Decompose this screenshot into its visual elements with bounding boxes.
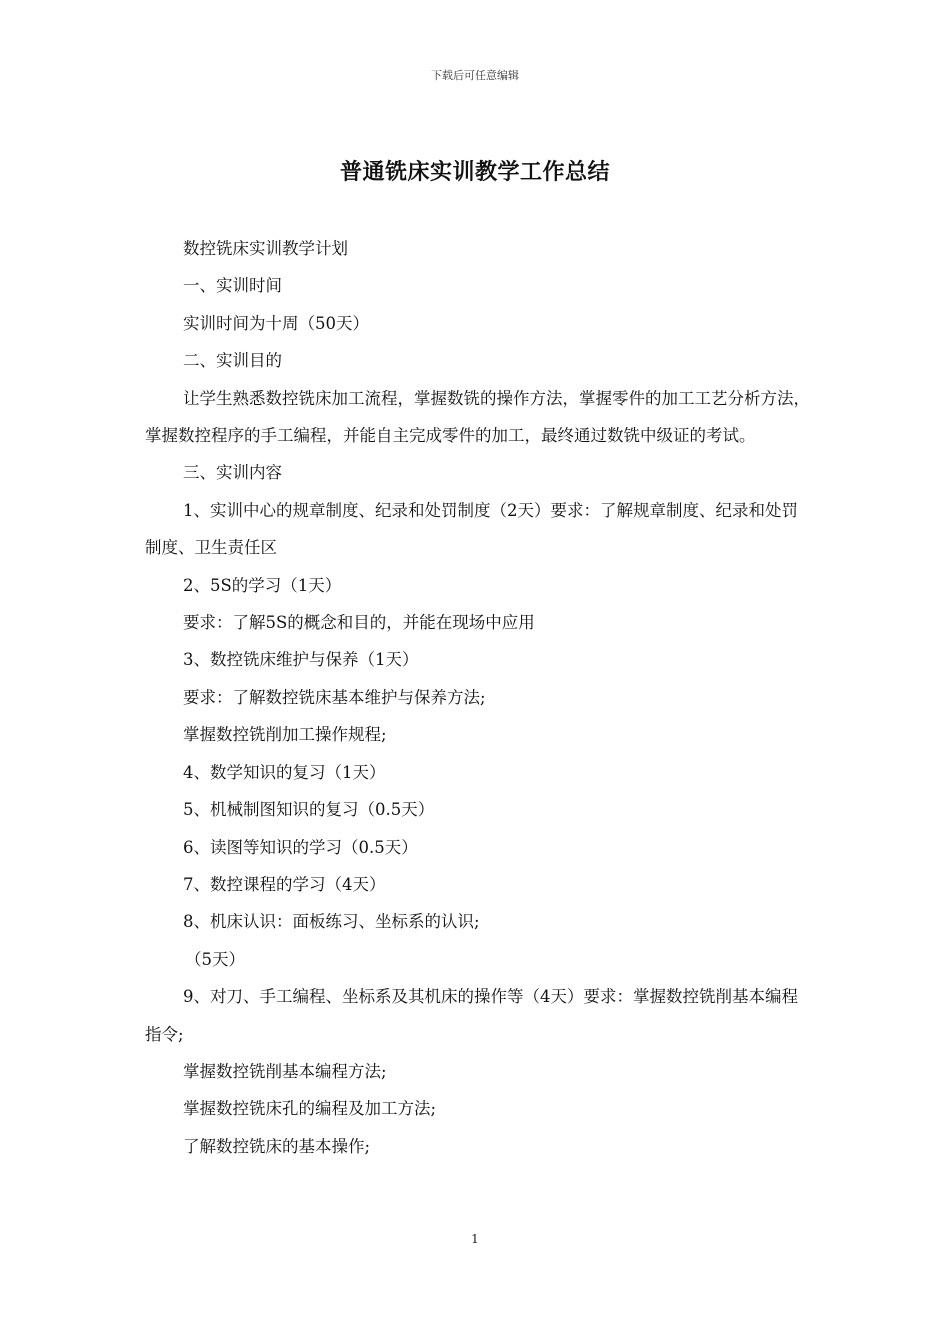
list-item: 4、数学知识的复习（1天） <box>183 762 386 782</box>
paragraph: 掌握数控铣床孔的编程及加工方法; <box>183 1099 437 1119</box>
list-item: 1、实训中心的规章制度、纪录和处罚制度（2天）要求：了解规章制度、纪录和处罚制度、卫生责任区 <box>145 500 798 558</box>
list-item: 8、机床认识：面板练习、坐标系的认识; <box>183 912 480 932</box>
list-item: 7、数控课程的学习（4天） <box>183 874 386 894</box>
paragraph: 数控铣床实训教学计划 <box>183 239 348 258</box>
paragraph: 掌握数控铣削基本编程方法; <box>183 1061 387 1081</box>
paragraph: 要求：了解数控铣床基本维护与保养方法; <box>183 687 486 707</box>
page-header-note: 下载后可任意编辑 <box>431 69 519 82</box>
list-item: 3、数控铣床维护与保养（1天） <box>183 650 419 670</box>
paragraph: 让学生熟悉数控铣床加工流程，掌握数铣的操作方法，掌握零件的加工工艺分析方法，掌握数控程序的手工编程，并能自主完成零件的加工，最终通过数铣中级证的考试。 <box>145 388 810 446</box>
list-item: 9、对刀、手工编程、坐标系及其机床的操作等（4天）要求：掌握数控铣削基本编程指令; <box>145 987 798 1044</box>
list-item: 2、5S的学习（1天） <box>183 575 342 595</box>
paragraph: （5天） <box>185 949 245 969</box>
paragraph: 要求：了解5S的概念和目的，并能在现场中应用 <box>183 613 535 633</box>
paragraph: 掌握数控铣削加工操作规程; <box>183 725 387 745</box>
section-heading: 一、实训时间 <box>183 276 282 296</box>
paragraph: 了解数控铣床的基本操作; <box>183 1136 371 1156</box>
document-body <box>145 230 810 1165</box>
section-heading: 二、实训目的 <box>183 351 282 371</box>
document-title: 普通铣床实训教学工作总结 <box>339 160 610 185</box>
list-item: 6、读图等知识的学习（0.5天） <box>183 837 418 857</box>
page-number: 1 <box>471 1232 479 1246</box>
section-heading: 三、实训内容 <box>183 463 282 483</box>
paragraph: 实训时间为十周（50天） <box>183 313 369 333</box>
list-item: 5、机械制图知识的复习（0.5天） <box>183 800 435 820</box>
